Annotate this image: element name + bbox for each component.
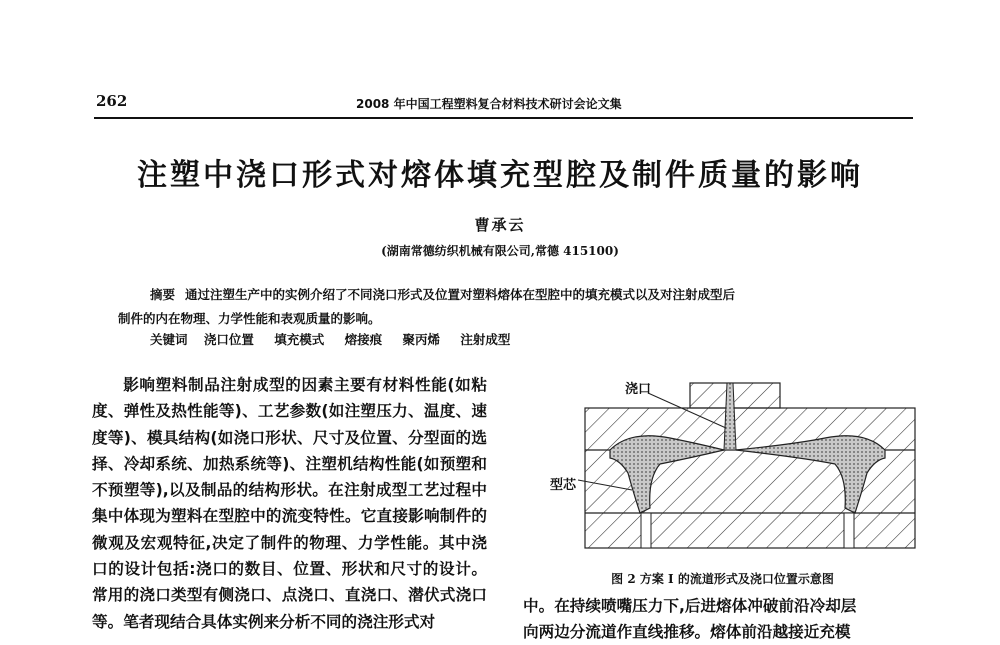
body-right-column [523, 593, 923, 645]
keyword-item: 填充模式 [274, 332, 325, 347]
keyword-item: 浇口位置 [203, 332, 254, 347]
running-title: 2008 年中国工程塑料复合材料技术研讨会论文集 [356, 97, 622, 111]
right-column-line: 中。在持续喷嘴压力下,后进熔体冲破前沿冷却层 [523, 597, 857, 615]
keywords [150, 330, 526, 348]
abstract-line-2: 制件的内在物理、力学性能和表观质量的影响。 [118, 311, 381, 326]
keywords-label: 关键词 [150, 332, 188, 347]
keyword-item: 聚丙烯 [402, 332, 441, 347]
author-affiliation: (湖南常德纺织机械有限公司,常德 415100) [381, 244, 619, 258]
paper-title: 注塑中浇口形式对熔体填充型腔及制件质量的影响 [137, 158, 863, 193]
header-rule [94, 117, 913, 119]
right-column-line: 向两边分流道作直线推移。熔体前沿越接近充模 [523, 623, 851, 641]
keyword-item: 注射成型 [460, 332, 511, 347]
figure-label-core: 型芯 [550, 478, 577, 493]
figure-label-gate: 浇口 [625, 382, 652, 397]
figure-caption: 图 2 方案 I 的流道形式及浇口位置示意图 [611, 572, 834, 586]
body-paragraph: 影响塑料制品注射成型的因素主要有材料性能(如粘度、弹性及热性能等)、工艺参数(如注塑压力、温度、速度等)、模具结构(如浇口形状、尺寸及位置、分型面的选择、冷却系统、加热系统等)、注塑机结构性能(如预塑和不预塑等),以及制品的结构形状。在注射成型工艺过程中集中体现为塑料在型腔中的流变特性。它直接影响制件的微观及宏观特征,决定了制件的物理、力学性能。其中浇口的设计包括:浇口的数目、位置、形状和尺寸的设计。常用的浇口类型有侧浇口、点浇口、直浇口、潜伏式浇口等。笔者现结合具体实例来分析不同的浇注形式对 [92, 376, 487, 631]
page-number: 262 [96, 92, 128, 110]
abstract [118, 283, 908, 331]
abstract-label: 摘要 [150, 287, 176, 302]
author-name: 曹承云 [474, 216, 526, 234]
sprue-bushing [690, 383, 780, 408]
mold-diagram-figure [540, 378, 930, 558]
body-left-column [92, 372, 487, 635]
abstract-line-1: 通过注塑生产中的实例介绍了不同浇口形式及位置对塑料熔体在型腔中的填充模式以及对注射成型后 [185, 287, 736, 302]
keyword-item: 熔接痕 [344, 332, 383, 347]
